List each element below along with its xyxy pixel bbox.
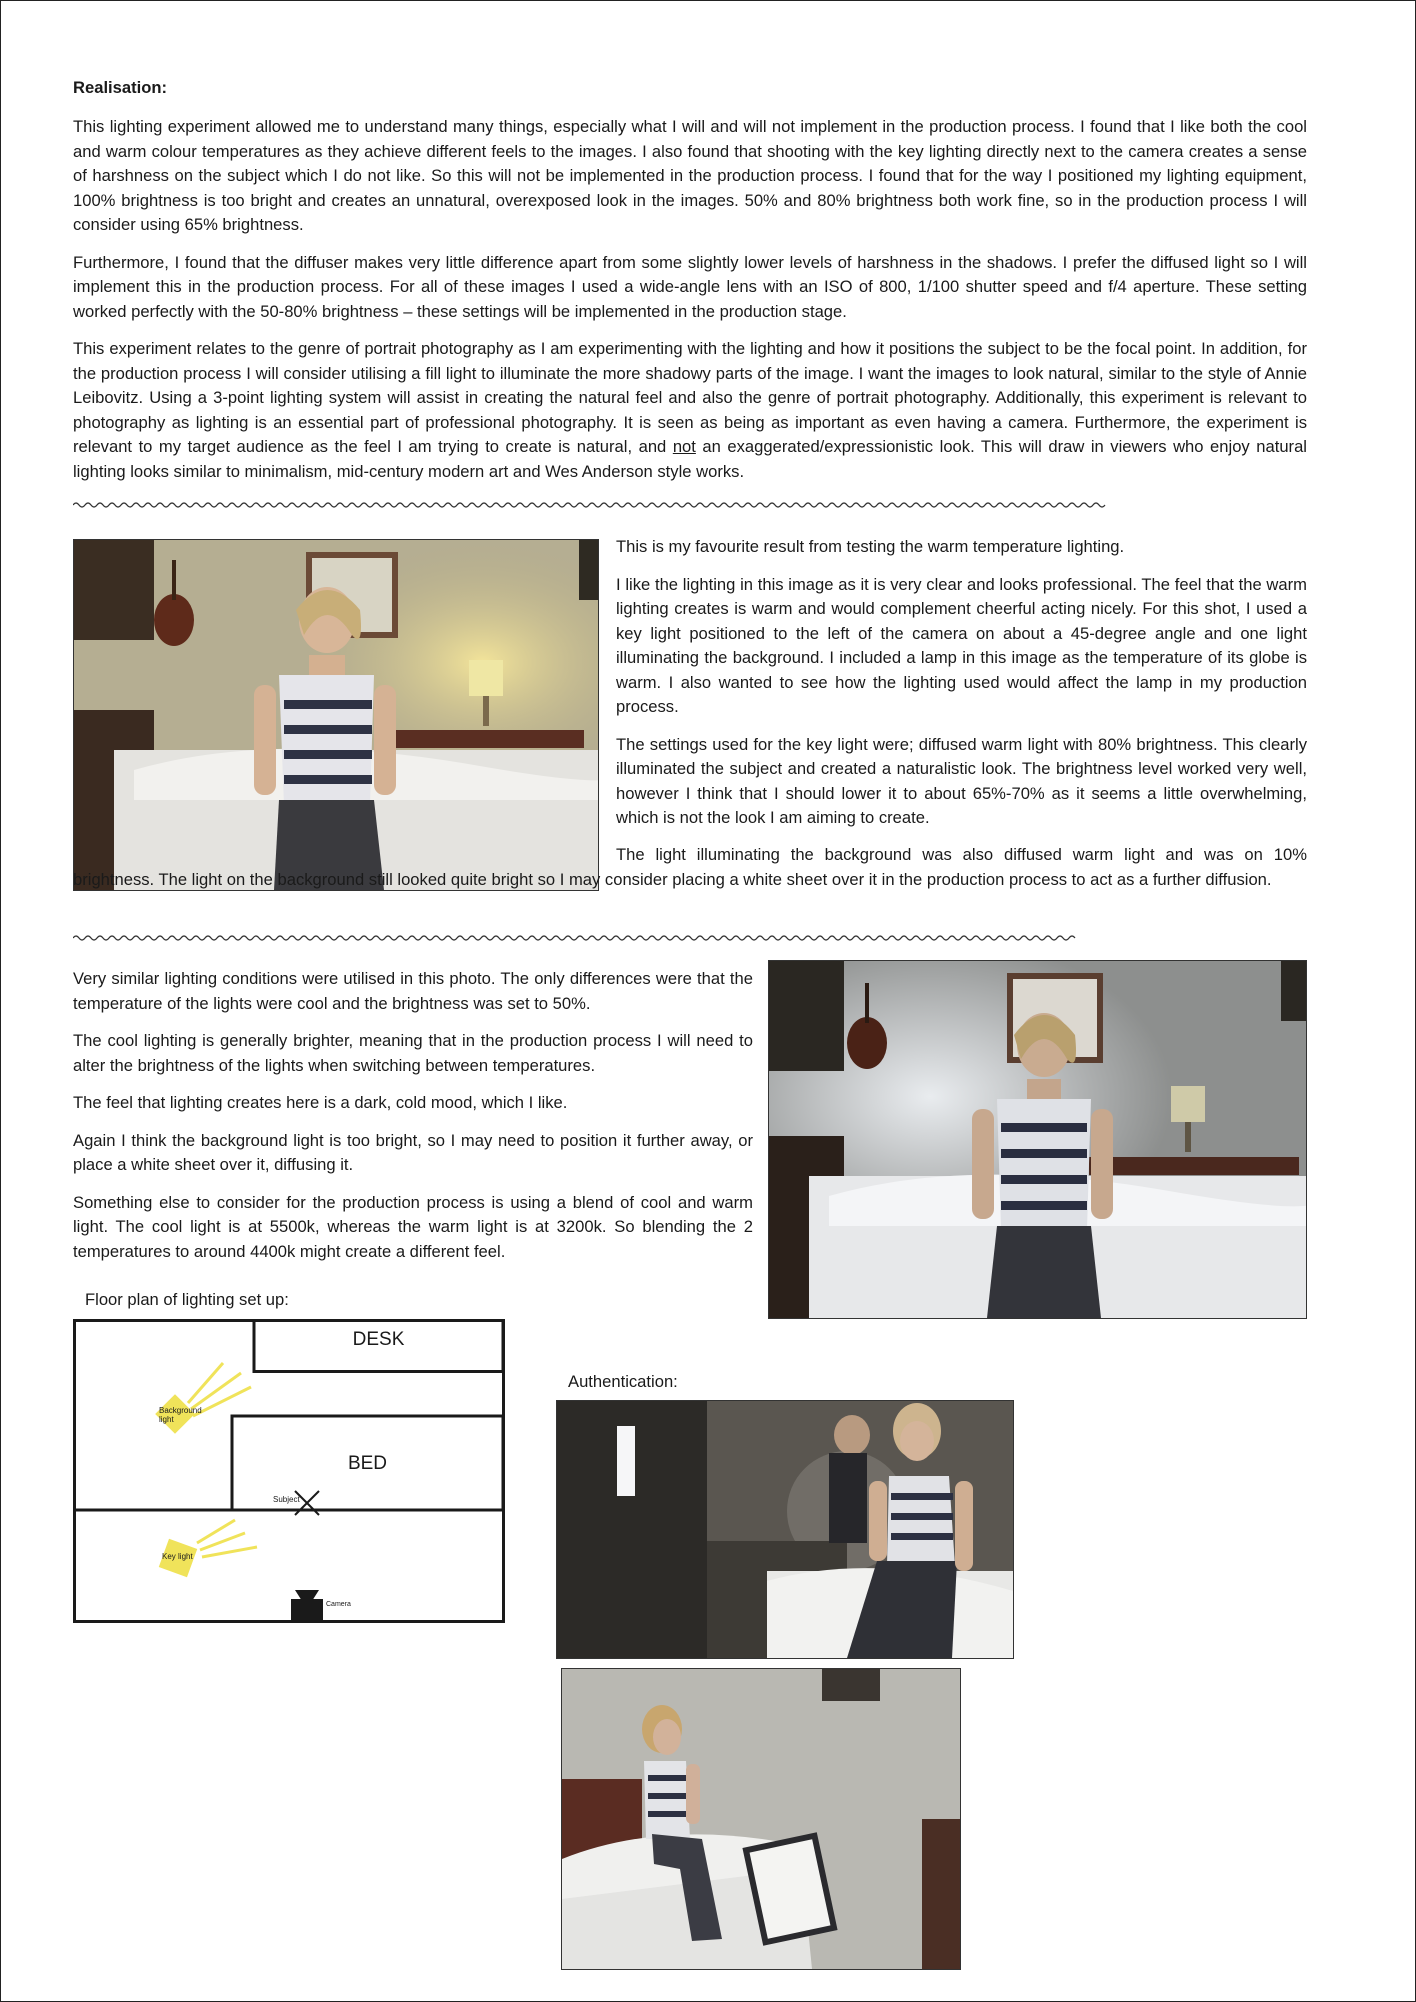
authentication-photo-1	[556, 1400, 1014, 1659]
background-light-label-line-1: Background	[159, 1406, 202, 1415]
warm-paragraph-3: The settings used for the key light were; diffused warm light with 80% brightness. This clearly illuminated the subject and created a naturalistic look. The brightness level worked very well, however I think that I should lower it to about 65%-70% as it seems a little overwhelming, which is not the look I am aiming to create.	[616, 734, 1307, 827]
floorplan-diagram	[73, 1319, 505, 1623]
background-light-label-line-2: light	[159, 1415, 174, 1424]
cool-paragraph-3: The feel that lighting creates here is a dark, cold mood, which I like.	[73, 1093, 568, 1112]
cool-paragraph-1: Very similar lighting conditions were utilised in this photo. The only differences were that the temperature of the lights were cool and the brightness was set to 50%.	[73, 969, 753, 1013]
warm-paragraph-2: I like the lighting in this image as it is very clear and looks professional. The feel that the warm lighting creates is warm and would complement cheerful acting nicely. For this shot, I used a key light positioned to the left of the camera on about a 45-degree angle and one light illuminating the background. I included a lamp in this image as the temperature of its globe is warm. I also wanted to see how the lighting used would affect the lamp in my production process.	[616, 574, 1307, 716]
desk-label: DESK	[352, 1329, 405, 1350]
bed-label: BED	[347, 1453, 388, 1474]
authentication-caption: Authentication:	[568, 1372, 678, 1391]
realisation-paragraph-1: This lighting experiment allowed me to understand many things, especially what I will and will not implement in the production process. I found that I like both the cool and warm colour temperatures as they achieve different feels to the images. I also found that shooting with the key lighting directly next to the camera creates a sense of harshness on the subject which I do not like. So this will not be implemented in the production process. I found that for the way I positioned my lighting equipment, 100% brightness is too bright and creates an unnatural, overexposed look in the images. 50% and 80% brightness both work fine, so in the production process I will consider using 65% brightness.	[73, 117, 1307, 234]
p3-underlined-word: not	[672, 437, 696, 456]
p3-text-before: This experiment relates to the genre of portrait photography as I am experimenting with the lighting and how it positions the subject to be the focal point. In addition, for the production process I will consider utilising a fill light to illuminate the more shadowy parts of the image. I want the images to look natural, similar to the style of Annie Leibovitz. Using a 3-point lighting system will assist in creating the natural feel and also the genre of portrait photography. Additionally, this experiment is relevant to photography as lighting is an essential part of professional photography. It is seen as being as important as even having a camera. Furthermore, the experiment is relevant to my target audience as the feel I am trying to create is natural, and	[73, 339, 1307, 456]
p3-text-after: an exaggerated/expressionistic look. This will draw in viewers who enjoy natural lighting looks similar to minimalism, mid-century modern art and Wes Anderson style works.	[73, 437, 1307, 481]
floorplan-caption: Floor plan of lighting set up:	[85, 1290, 289, 1309]
tilde-divider-1	[73, 501, 1307, 509]
cool-paragraph-4: Again I think the background light is too bright, so I may need to position it further away, or place a white sheet over it, diffusing it.	[73, 1130, 753, 1174]
cool-lighting-text	[73, 967, 753, 1277]
camera-label: Camera	[326, 1601, 351, 1608]
warm-paragraph-4-block	[73, 843, 1307, 892]
realisation-paragraph-2: Furthermore, I found that the diffuser makes very little difference apart from some slightly lower levels of harshness in the shadows. I prefer the diffused light so I will implement this in the production process. For all of these images I used a wide-angle lens with an ISO of 800, 1/100 shutter speed and f/4 aperture. These setting worked perfectly with the 50-80% brightness – these settings will be implemented in the production stage.	[73, 252, 1307, 321]
authentication-photo-2	[561, 1668, 961, 1970]
warm-lighting-text	[616, 535, 1307, 844]
tilde-divider-2	[73, 934, 1307, 942]
background-light-label	[159, 1406, 202, 1424]
subject-label: Subject	[273, 1495, 300, 1504]
realisation-heading: Realisation:	[73, 78, 168, 97]
cool-lighting-photo	[768, 960, 1307, 1319]
realisation-text	[73, 115, 1307, 497]
cool-paragraph-5: Something else to consider for the production process is using a blend of cool and warm light. The cool light is at 5500k, whereas the warm light is at 3200k. So blending the 2 temperatures to around 4400k might create a different feel.	[73, 1192, 753, 1261]
warm-lighting-photo	[73, 539, 599, 891]
realisation-paragraph-3	[73, 337, 1307, 484]
key-light-label: Key light	[162, 1552, 193, 1561]
warm-paragraph-1: This is my favourite result from testing the warm temperature lighting.	[616, 537, 1125, 556]
cool-paragraph-2: The cool lighting is generally brighter, meaning that in the production process I will need to alter the brightness of the lights when switching between temperatures.	[73, 1031, 753, 1075]
warm-paragraph-4: The light illuminating the background was also diffused warm light and was on 10% brightness. The light on the background still looked quite bright so I may consider placing a white sheet over it in the production process to act as a further diffusion.	[73, 845, 1307, 889]
